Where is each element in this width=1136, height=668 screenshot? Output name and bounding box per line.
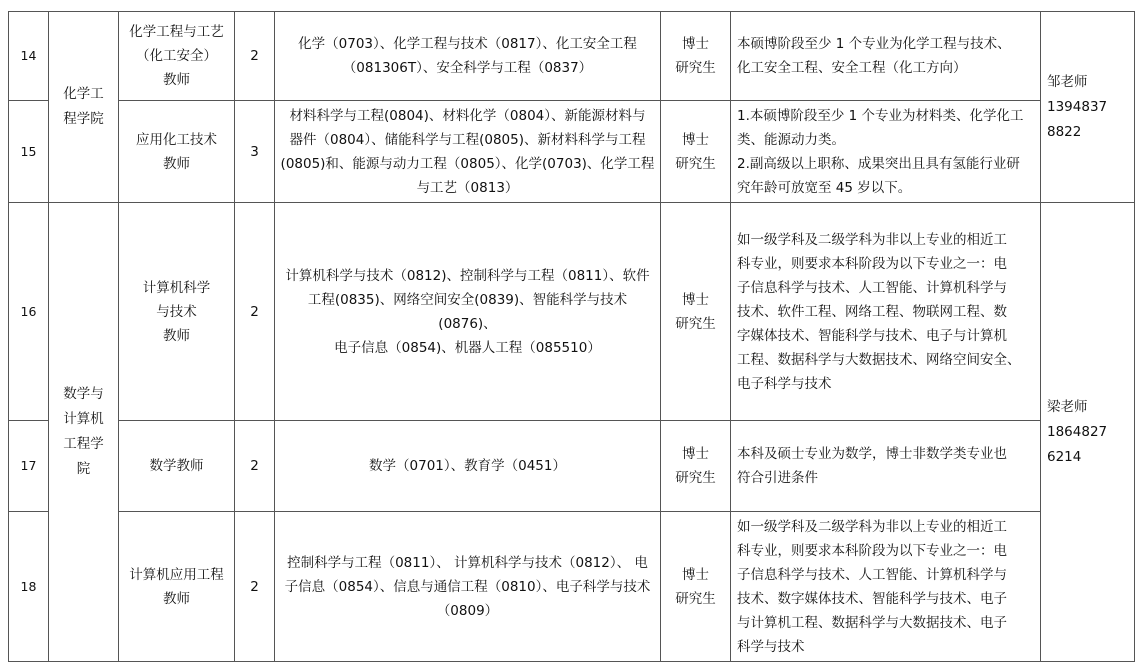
position-cell: 化学工程与工艺 （化工安全） 教师	[119, 12, 235, 101]
row-index: 18	[9, 512, 49, 662]
degree-cell: 博士 研究生	[661, 12, 731, 101]
position-cell: 应用化工技术 教师	[119, 101, 235, 203]
requirements-cell: 如一级学科及二级学科为非以上专业的相近工 科专业，则要求本科阶段为以下专业之一：电 子信息科学与技术、人工智能、计算机科学与 技术、数字媒体技术、智能科学与技术、电子 与计算机工程、数据科学与大数据技术、电子 科学与技术	[731, 512, 1041, 662]
count-cell: 3	[235, 101, 275, 203]
requirements-cell: 如一级学科及二级学科为非以上专业的相近工 科专业，则要求本科阶段为以下专业之一：电 子信息科学与技术、人工智能、计算机科学与 技术、软件工程、网络工程、物联网工程、数 字媒体技术、智能科学与技术、电子与计算机 工程、数据科学与大数据技术、网络空间安全、 电子科学与技术	[731, 203, 1041, 421]
position-cell: 计算机应用工程 教师	[119, 512, 235, 662]
count-cell: 2	[235, 12, 275, 101]
degree-cell: 博士 研究生	[661, 101, 731, 203]
degree-cell: 博士 研究生	[661, 512, 731, 662]
row-index: 14	[9, 12, 49, 101]
row-index: 17	[9, 421, 49, 512]
contact-cell: 邹老师 1394837 8822	[1041, 12, 1135, 203]
recruitment-table	[8, 11, 1135, 662]
degree-cell: 博士 研究生	[661, 203, 731, 421]
table-row	[9, 101, 1135, 203]
requirements-cell: 本硕博阶段至少 1 个专业为化学工程与技术、 化工安全工程、安全工程（化工方向）	[731, 12, 1041, 101]
requirements-cell: 1.本硕博阶段至少 1 个专业为材料类、化学化工 类、能源动力类。 2.副高级以上职称、成果突出且具有氢能行业研 究年龄可放宽至 45 岁以下。	[731, 101, 1041, 203]
department-cell: 数学与 计算机 工程学 院	[49, 203, 119, 662]
majors-cell: 控制科学与工程（0811）、 计算机科学与技术（0812）、 电 子信息（0854）、信息与通信工程（0810）、电子科学与技术 （0809）	[275, 512, 661, 662]
count-cell: 2	[235, 203, 275, 421]
contact-cell: 梁老师 1864827 6214	[1041, 203, 1135, 662]
majors-cell: 化学（0703）、化学工程与技术（0817）、化工安全工程 （081306T）、安全科学与工程（0837）	[275, 12, 661, 101]
degree-cell: 博士 研究生	[661, 421, 731, 512]
requirements-cell: 本科及硕士专业为数学，博士非数学类专业也 符合引进条件	[731, 421, 1041, 512]
table-row	[9, 421, 1135, 512]
majors-cell: 材料科学与工程(0804)、材料化学（0804）、新能源材料与 器件（0804）、储能科学与工程(0805)、新材料科学与工程 (0805)和、能源与动力工程（0805）、化学(0703)、化学工程 与工艺（0813）	[275, 101, 661, 203]
row-index: 16	[9, 203, 49, 421]
department-cell: 化学工 程学院	[49, 12, 119, 203]
majors-cell: 数学（0701）、教育学（0451）	[275, 421, 661, 512]
table-body	[9, 12, 1135, 662]
count-cell: 2	[235, 512, 275, 662]
count-cell: 2	[235, 421, 275, 512]
position-cell: 计算机科学 与技术 教师	[119, 203, 235, 421]
table-row	[9, 512, 1135, 662]
majors-cell: 计算机科学与技术（0812)、控制科学与工程（0811）、软件 工程(0835)、网络空间安全(0839)、智能科学与技术(0876)、 电子信息（0854)、机器人工程（085510）	[275, 203, 661, 421]
table-row	[9, 203, 1135, 421]
row-index: 15	[9, 101, 49, 203]
table-row	[9, 12, 1135, 101]
position-cell: 数学教师	[119, 421, 235, 512]
